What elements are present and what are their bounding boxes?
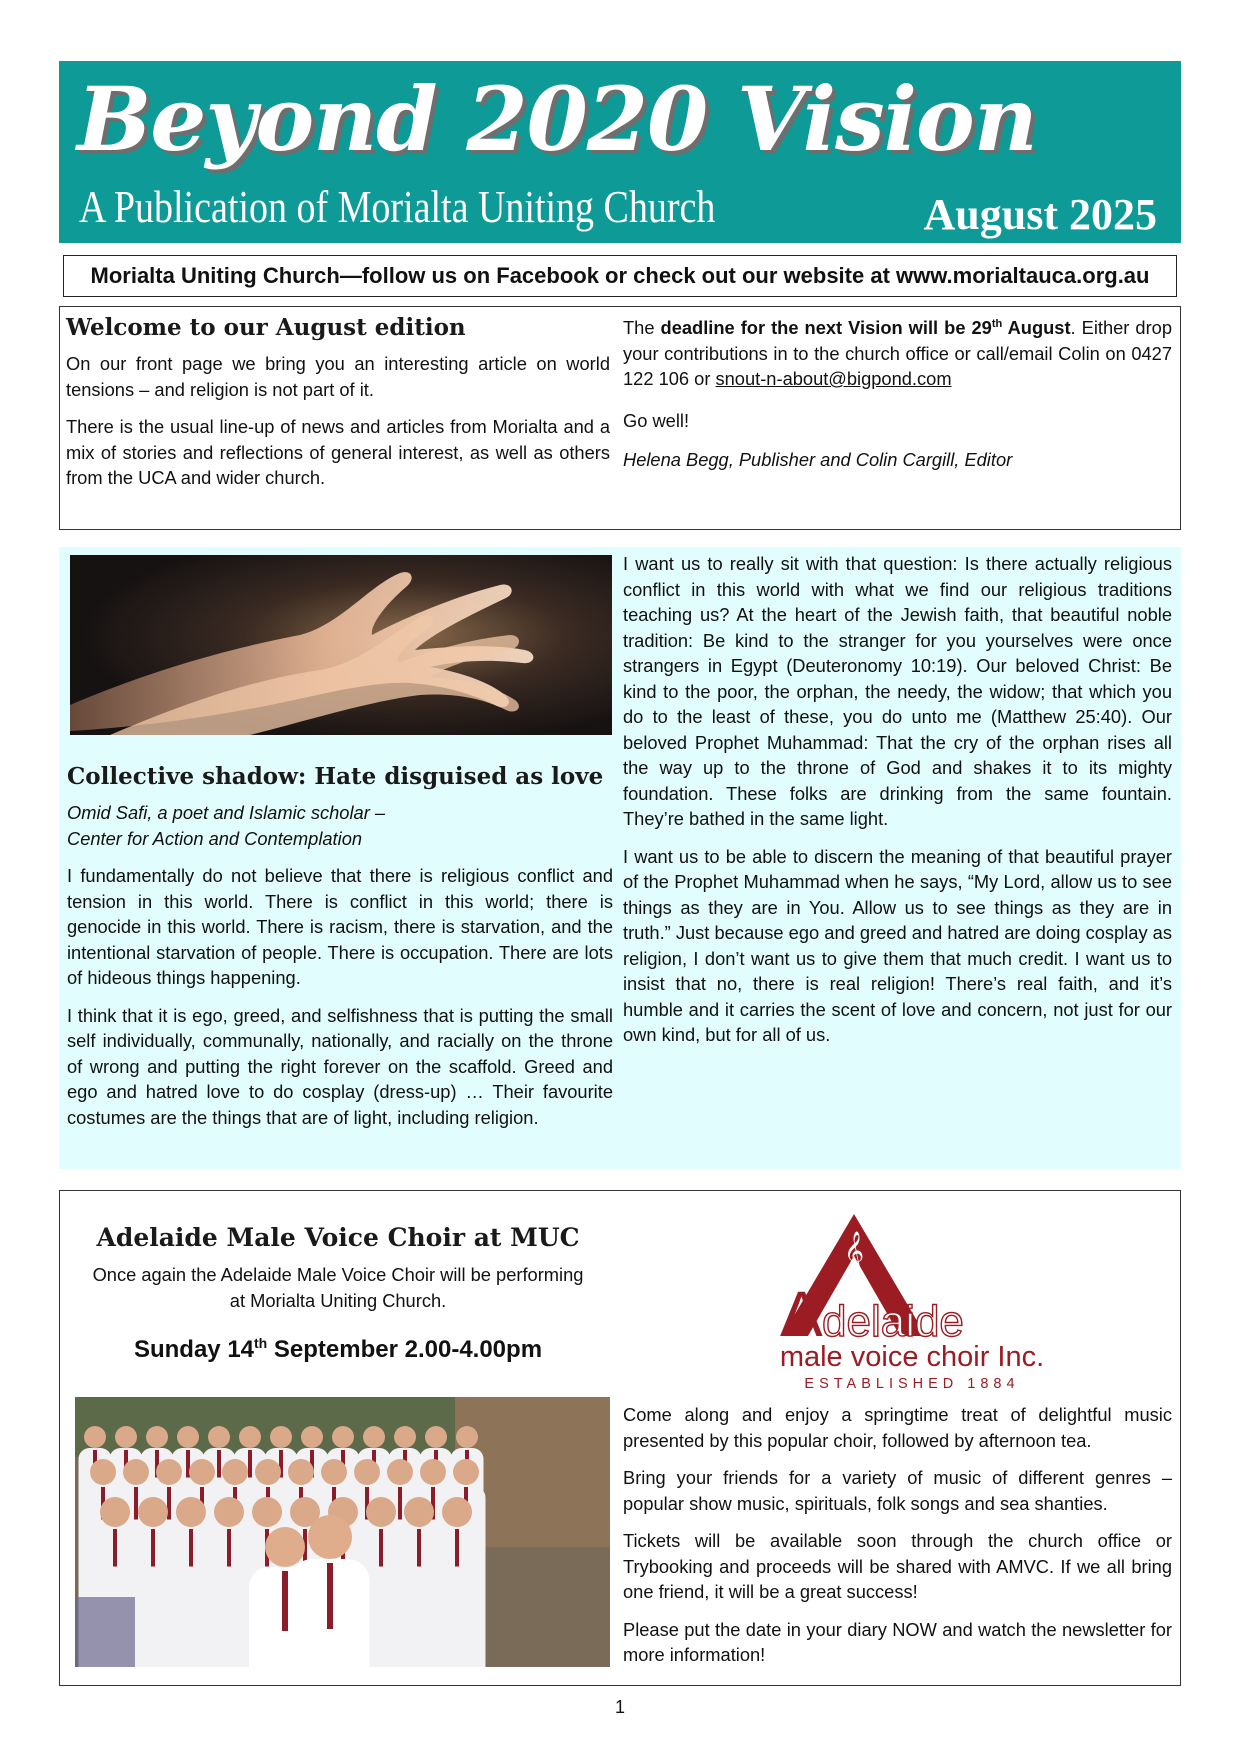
deadline-paragraph [623, 312, 1172, 392]
choir-members [79, 1426, 486, 1667]
choir-member-tie [379, 1529, 383, 1567]
choir-member-tie [134, 1487, 138, 1520]
welcome-right-column [623, 312, 1172, 485]
website-banner [63, 255, 1177, 297]
choir-logo [762, 1208, 1062, 1394]
choir-member-face [84, 1426, 106, 1448]
choir-member-face [394, 1426, 416, 1448]
feature-paragraph: I think that it is ego, greed, and selfishness that is putting the small self individually, communally, nationally, and racially on the throne of wrong and putting the right forever on the scaffold. Greed and ego and hatred love to do cosplay (dress-up) … Their favourite costumes are the things that are of light, including religion. [67, 1004, 613, 1128]
choir-member-face [222, 1459, 248, 1485]
choir-paragraph: Bring your friends for a variety of music of different genres – popular show music, spirituals, folk songs and sea shanties. [623, 1467, 1172, 1514]
deadline-month: August [1002, 317, 1071, 339]
treble-clef-icon: 𝄞 [843, 1231, 865, 1271]
choir-member-tie [398, 1487, 402, 1520]
logo-letter-a: A [780, 1278, 823, 1350]
choir-member-face [177, 1426, 199, 1448]
choir-member-face [138, 1497, 168, 1527]
choir-member-face [252, 1497, 282, 1527]
welcome-paragraph: There is the usual line-up of news and articles from Morialta and a mix of stories and reflections of general interest, as well as others from the UCA and wider church. [66, 416, 610, 488]
choir-heading: Adelaide Male Voice Choir at MUC [96, 1223, 580, 1252]
choir-member-tie [227, 1529, 231, 1567]
choir-member-face [90, 1459, 116, 1485]
choir-member-face [156, 1459, 182, 1485]
choir-member-face [176, 1497, 206, 1527]
choir-member-face [456, 1426, 478, 1448]
masthead [59, 61, 1181, 243]
choir-member-face [387, 1459, 413, 1485]
choir-member-tie [248, 1450, 252, 1478]
choir-member-face [363, 1426, 385, 1448]
choir-member-face [425, 1426, 447, 1448]
choir-member-tie [151, 1529, 155, 1567]
welcome-box [59, 306, 1181, 530]
choir-member-tie [282, 1571, 288, 1631]
feature-byline: Center for Action and Contemplation [67, 827, 363, 849]
banner-text: Morialta Uniting Church—follow us on Facebook or check out our website at www.morialtauca.org.au [90, 263, 1150, 288]
choir-member-face [366, 1497, 396, 1527]
choir-paragraph: Tickets will be available soon through the church office or Trybooking and proceeds will be shared with AMVC. If we all bring one friend, it will be a great success! [623, 1530, 1172, 1602]
feature-paragraph: I fundamentally do not believe that there is religious conflict and tension in this world. There is conflict in this world; there is genocide in this world. There is racism, there is starvation, and the intentional starvation of people. There is occupation. There are lots of hideous things happening. [67, 865, 613, 988]
choir-member-tie [189, 1529, 193, 1567]
deadline-bold: deadline for the next Vision will be 29 [660, 317, 992, 339]
signoff: Helena Begg, Publisher and Colin Cargill, Editor [623, 449, 1013, 471]
feature-byline: Omid Safi, a poet and Islamic scholar – [67, 802, 386, 823]
choir-member-tie [417, 1529, 421, 1567]
publication-title: Beyond 2020 Vision [77, 67, 1037, 171]
welcome-heading: Welcome to our August edition [66, 314, 466, 341]
concert-date [66, 1327, 610, 1366]
welcome-left-column [66, 313, 610, 503]
choir-member-face [420, 1459, 446, 1485]
publication-subtitle: A Publication of Morialta Uniting Church [79, 182, 716, 233]
choir-member-face [255, 1459, 281, 1485]
choir-member-face [265, 1527, 305, 1567]
email-link[interactable]: snout-n-about@bigpond.com [715, 368, 952, 390]
go-well: Go well! [623, 409, 690, 431]
hands-photo [70, 555, 612, 735]
feature-paragraph: I want us to really sit with that question: Is there actually religious conflict in this world with what we find our religious traditions teaching us? At the heart of the Jewish faith, that beautiful noble tradition: Be kind to the stranger for you yourselves were once strangers in Egypt (Deuteronomy 10:19). Our beloved Christ: Be kind to the poor, the orphan, the needy, the widow; that which you do to the least of these, you do unto me (Matthew 25:40). Our beloved Prophet Muhammad: That the cry of the orphan rises all the way up to the throne of God and shakes it to its mighty foundation. These folks are drinking from the same fountain. They’re bathed in the same light. [623, 553, 1172, 829]
choir-member-face [453, 1459, 479, 1485]
logo-established: ESTABLISHED 1884 [804, 1376, 1020, 1392]
choir-member-tie [455, 1529, 459, 1567]
choir-member-face [288, 1459, 314, 1485]
welcome-paragraph: On our front page we bring you an interesting article on world tensions – and religion is not part of it. [66, 353, 610, 400]
choir-member-face [332, 1426, 354, 1448]
choir-member-face [308, 1515, 352, 1559]
choir-member-face [115, 1426, 137, 1448]
choir-member-face [189, 1459, 215, 1485]
choir-member-face [404, 1497, 434, 1527]
choir-member-face [146, 1426, 168, 1448]
choir-member-tie [327, 1563, 333, 1629]
issue-date: August 2025 [923, 190, 1157, 239]
choir-member-face [214, 1497, 244, 1527]
choir-member-face [123, 1459, 149, 1485]
choir-member-face [301, 1426, 323, 1448]
choir-intro: Once again the Adelaide Male Voice Choir will be performing at Morialta Uniting Church. [92, 1264, 584, 1311]
choir-member-face [321, 1459, 347, 1485]
choir-member-face [208, 1426, 230, 1448]
feature-right-column [623, 551, 1172, 1060]
choir-paragraph: Please put the date in your diary NOW and watch the newsletter for more information! [623, 1618, 1172, 1665]
choir-header-block [66, 1222, 610, 1366]
concert-date-post: September 2.00-4.00pm [267, 1336, 543, 1363]
concert-date-sup: th [254, 1335, 268, 1351]
concert-date-pre: Sunday 14 [133, 1336, 255, 1363]
deadline-pre: The [623, 317, 661, 339]
deadline-sup: th [991, 318, 1003, 330]
choir-member-face [100, 1497, 130, 1527]
choir-paragraph: Come along and enjoy a springtime treat of delightful music presented by this popular choir, followed by afternoon tea. [623, 1404, 1172, 1451]
choir-details-column [623, 1402, 1172, 1680]
choir-member-tie [217, 1450, 221, 1478]
deadline-post: . Either drop your contributions in to the church office or call/email Colin on 0427 122 106 or [623, 317, 1172, 390]
feature-heading: Collective shadow: Hate disguised as love [67, 763, 604, 790]
choir-member-face [442, 1497, 472, 1527]
choir-member-face [354, 1459, 380, 1485]
logo-subtitle: male voice choir Inc. [779, 1341, 1045, 1373]
choir-member-tie [113, 1529, 117, 1567]
choir-member-face [270, 1426, 292, 1448]
choir-photo [75, 1397, 610, 1667]
feature-left-column [67, 762, 613, 1142]
page-number: 1 [614, 1697, 625, 1717]
choir-member-face [239, 1426, 261, 1448]
logo-word: delaide [822, 1297, 964, 1346]
feature-paragraph: I want us to be able to discern the meaning of that beautiful prayer of the Prophet Muhammad when he says, “My Lord, allow us to see things as they are in You. Allow us to see things as they are in truth.” Just because ego and greed and hatred are doing cosplay as religion, I don’t want us to give them that much credit. I want us to insist that no, there is real religion! There’s real faith, and it’s humble and it carries the scent of love and concern, not just for our own kind, but for all of us. [623, 845, 1172, 1045]
